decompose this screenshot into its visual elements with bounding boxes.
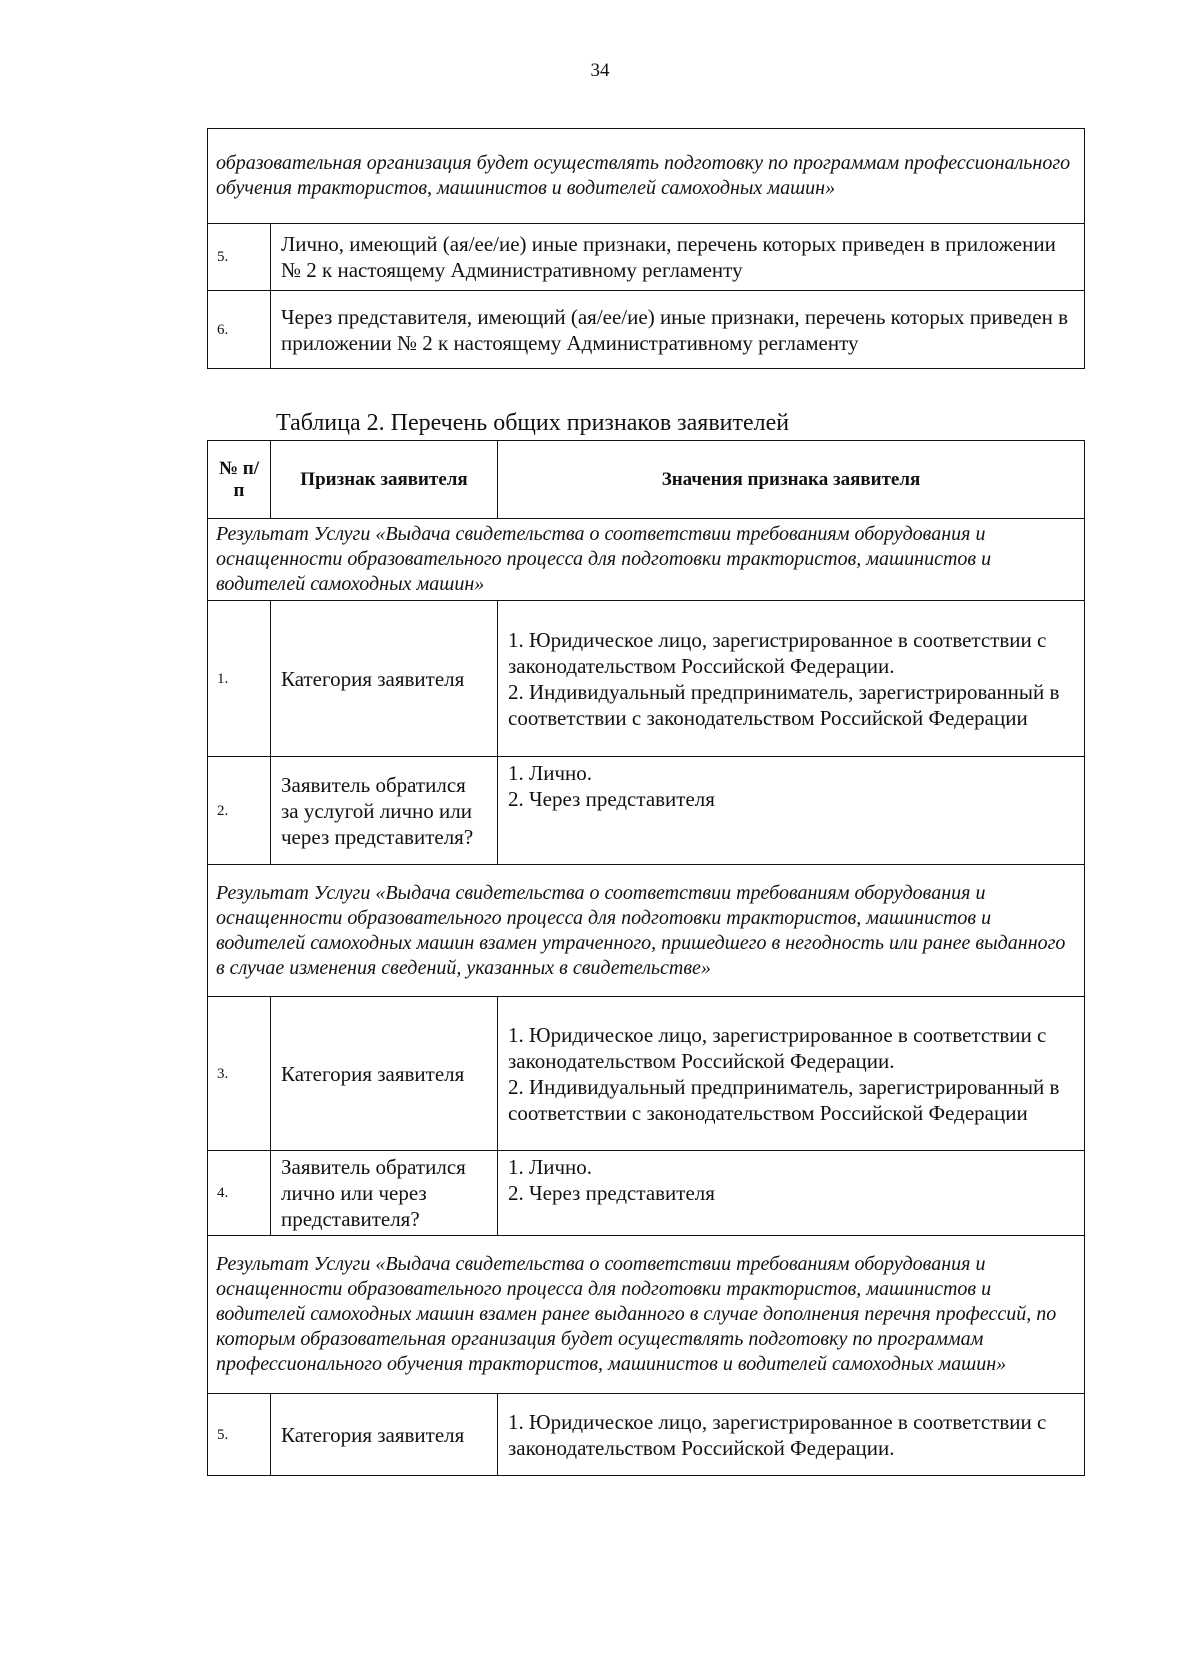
value-line: 1. Юридическое лицо, зарегистрированное в соответствии с законодательством Российской Федерации. bbox=[508, 627, 1047, 678]
section-title: Результат Услуги «Выдача свидетельства о соответствии требованиям оборудования и оснащенности образовательного процесса для подготовки трактористов, машинистов и водителей самоходных машин взамен ранее выданного в случае дополнения перечня профессий, по которым образовательная организация будет осуществлять подготовку по программам профессионального обучения трактористов, машинистов и водителей самоходных машин» bbox=[208, 1236, 1085, 1394]
row-value bbox=[498, 601, 1085, 757]
table-2-applicant-attributes bbox=[207, 440, 1085, 1476]
header-attribute: Признак заявителя bbox=[271, 441, 498, 519]
value-line: 2. Индивидуальный предприниматель, зарегистрированный в соответствии с законодательством Российской Федерации bbox=[508, 1074, 1060, 1125]
table-row bbox=[208, 291, 1085, 369]
row-number: 1. bbox=[208, 601, 271, 757]
row-text: Через представителя, имеющий (ая/ее/ие) иные признаки, перечень которых приведен в приложении № 2 к настоящему Административному регламенту bbox=[271, 291, 1085, 369]
value-line: 2. Через представителя bbox=[508, 787, 715, 811]
page-number: 34 bbox=[590, 60, 610, 81]
row-number: 5. bbox=[208, 1394, 271, 1476]
table-row bbox=[208, 129, 1085, 224]
row-text: Лично, имеющий (ая/ее/ие) иные признаки, перечень которых приведен в приложении № 2 к настоящему Административному регламенту bbox=[271, 224, 1085, 291]
section-row bbox=[208, 1236, 1085, 1394]
table-2-caption: Таблица 2. Перечень общих признаков заявителей bbox=[276, 410, 790, 436]
row-attribute: Категория заявителя bbox=[271, 601, 498, 757]
row-number: 5. bbox=[208, 224, 271, 291]
row-number: 6. bbox=[208, 291, 271, 369]
table-row bbox=[208, 224, 1085, 291]
section-title: Результат Услуги «Выдача свидетельства о соответствии требованиям оборудования и оснащенности образовательного процесса для подготовки трактористов, машинистов и водителей самоходных машин взамен утраченного, пришедшего в негодность или ранее выданного в случае изменения сведений, указанных в свидетельстве» bbox=[208, 865, 1085, 997]
row-number: 4. bbox=[208, 1151, 271, 1236]
table-row bbox=[208, 601, 1085, 757]
table-1-continuation bbox=[207, 128, 1085, 369]
section-row bbox=[208, 865, 1085, 997]
header-number: № п/п bbox=[208, 441, 271, 519]
table-row bbox=[208, 997, 1085, 1151]
value-line: 1. Юридическое лицо, зарегистрированное в соответствии с законодательством Российской Федерации. bbox=[508, 1409, 1047, 1460]
row-attribute: Заявитель обратился лично или через представителя? bbox=[271, 1151, 498, 1236]
row-attribute: Категория заявителя bbox=[271, 1394, 498, 1476]
section-row bbox=[208, 519, 1085, 601]
table-row bbox=[208, 1394, 1085, 1476]
row-attribute: Категория заявителя bbox=[271, 997, 498, 1151]
value-line: 1. Лично. bbox=[508, 1155, 593, 1179]
row-number: 2. bbox=[208, 757, 271, 865]
table-row bbox=[208, 757, 1085, 865]
value-line: 1. Юридическое лицо, зарегистрированное в соответствии с законодательством Российской Федерации. bbox=[508, 1022, 1047, 1073]
row-value bbox=[498, 1394, 1085, 1476]
value-line: 2. Через представителя bbox=[508, 1181, 715, 1205]
value-line: 1. Лично. bbox=[508, 761, 593, 785]
row-value bbox=[498, 997, 1085, 1151]
table-header-row bbox=[208, 441, 1085, 519]
row-value bbox=[498, 757, 1085, 865]
continued-section-title: образовательная организация будет осуществлять подготовку по программам профессионального обучения трактористов, машинистов и водителей самоходных машин» bbox=[208, 129, 1085, 224]
row-value bbox=[498, 1151, 1085, 1236]
header-value: Значения признака заявителя bbox=[498, 441, 1085, 519]
row-number: 3. bbox=[208, 997, 271, 1151]
value-line: 2. Индивидуальный предприниматель, зарегистрированный в соответствии с законодательством Российской Федерации bbox=[508, 679, 1060, 730]
table-row bbox=[208, 1151, 1085, 1236]
row-attribute: Заявитель обратился за услугой лично или через представителя? bbox=[271, 757, 498, 865]
section-title: Результат Услуги «Выдача свидетельства о соответствии требованиям оборудования и оснащенности образовательного процесса для подготовки трактористов, машинистов и водителей самоходных машин» bbox=[208, 519, 1085, 601]
